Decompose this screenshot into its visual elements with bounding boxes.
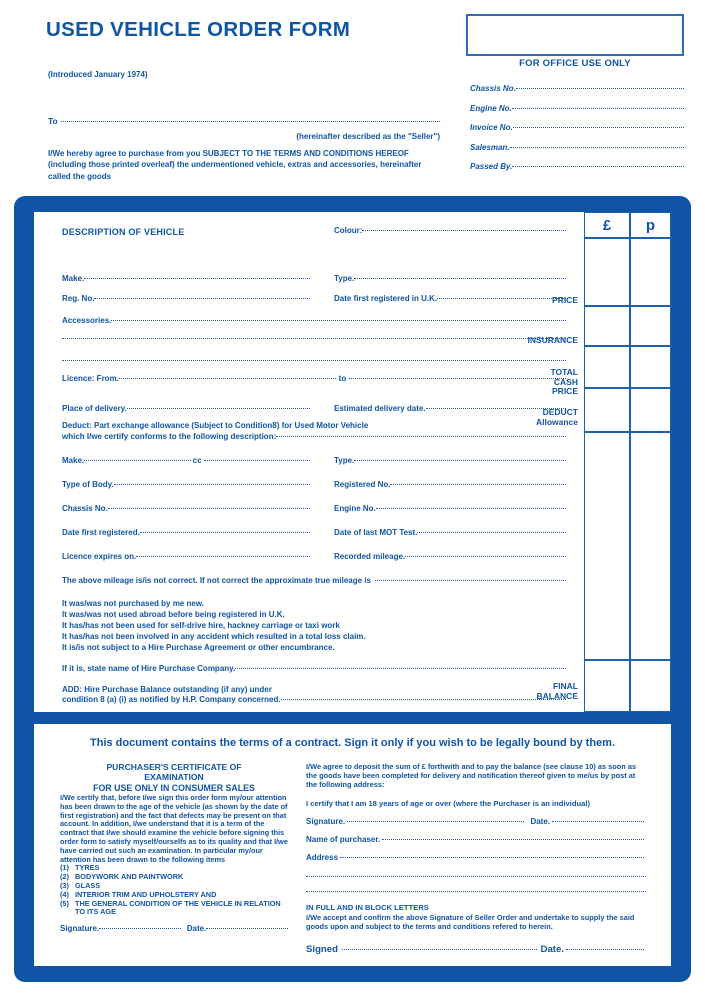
- certificate-item: [60, 900, 288, 918]
- price-column-header-pence: p: [630, 212, 671, 238]
- price-label-final-balance: [464, 682, 578, 701]
- price-label-price: PRICE: [552, 295, 578, 305]
- field-type[interactable]: [334, 274, 566, 283]
- price-cell-total-cash-pence[interactable]: [630, 346, 671, 388]
- item-number: (2): [60, 872, 69, 882]
- office-field-invoice[interactable]: [470, 123, 684, 132]
- field-line[interactable]: [94, 298, 310, 299]
- field-line[interactable]: [114, 484, 310, 485]
- date-line[interactable]: [206, 928, 288, 929]
- office-fields: [470, 84, 684, 182]
- date-line[interactable]: [552, 821, 644, 822]
- field-label: Date first registered.: [62, 528, 140, 537]
- price-grid: [584, 212, 671, 712]
- field-label: Make.: [62, 274, 85, 283]
- licence-to-label: to: [338, 374, 347, 383]
- field-place-of-delivery[interactable]: [62, 404, 310, 413]
- seller-acceptance-text: I/We accept and confirm the above Signature of Seller Order and undertake to supply the said goods upon and subject to the terms and conditions refered to herein.: [306, 912, 635, 931]
- final-balance-line2: BALANCE: [536, 690, 578, 701]
- office-field-salesman[interactable]: [470, 143, 684, 152]
- field-line[interactable]: [140, 532, 310, 533]
- declaration-1: It was/was not purchased by me new.: [62, 599, 204, 608]
- seller-signed-row[interactable]: [306, 944, 646, 955]
- field-line[interactable]: [417, 532, 566, 533]
- date-label: Date.: [530, 816, 550, 826]
- field-label: Type of Body.: [62, 480, 114, 489]
- office-field-line[interactable]: [513, 127, 684, 128]
- field-line[interactable]: [204, 460, 310, 461]
- office-field-label: Chassis No.: [470, 84, 516, 93]
- date-label: Date.: [540, 944, 564, 956]
- field-px-engine-no[interactable]: [334, 504, 566, 513]
- px-cc-label: cc: [192, 456, 202, 465]
- final-balance-note: NOTE: This final balance should be completed only when settlement figure, if any is known.: [62, 712, 411, 721]
- price-cell-blank-pence[interactable]: [630, 432, 671, 660]
- certificate-title-line1: PURCHASER'S CERTIFICATE OF: [106, 762, 242, 772]
- field-line[interactable]: [111, 320, 566, 321]
- purchaser-signature-row[interactable]: [306, 817, 646, 826]
- hereinafter-seller-note: (hereinafter described as the "Seller"): [296, 132, 440, 141]
- mileage-statement-row[interactable]: [62, 576, 566, 585]
- office-field-line[interactable]: [510, 147, 684, 148]
- vehicle-description-panel: [34, 212, 671, 721]
- office-field-label: Invoice No.: [470, 123, 513, 132]
- field-px-licence-expires[interactable]: [62, 552, 310, 561]
- field-label: Name of purchaser.: [306, 834, 381, 844]
- field-label: Type.: [334, 274, 355, 283]
- certificate-body-text: I/We certify that, before I/we sign this order form my/our attention has been drawn to the age of the vehicle (as shown by the date of first registration) and the fact that defects may be present on that account. In addition, I/we understand that it is a term of the contract that I/we should examine the vehicle before signing this order form to satisfy myself/ourselfs as to its quality and that I/we have carried out such an examination. In particular my/our attention has been drawn to the following items: [60, 793, 288, 864]
- field-px-registered-no[interactable]: [334, 480, 566, 489]
- age-certification-text: I certify that I am 18 years of age or over (where the Purchaser is an individual): [306, 798, 591, 808]
- office-field-label: Salesman.: [470, 142, 510, 152]
- field-label: Place of delivery.: [62, 404, 127, 413]
- item-number: (1): [60, 863, 69, 873]
- field-label: Date first registered in U.K.: [334, 294, 438, 303]
- to-label: To: [48, 116, 58, 126]
- item-number: (5): [60, 898, 69, 908]
- deduct-line1: DEDUCT: [542, 407, 578, 417]
- item-text: BODYWORK AND PAINTWORK: [75, 872, 184, 882]
- page-title: USED VEHICLE ORDER FORM: [46, 18, 351, 41]
- field-label: Type.: [334, 456, 355, 465]
- add-hp-balance-line1: ADD: Hire Purchase Balance outstanding (if any) under: [62, 685, 272, 694]
- price-cell-blank-pounds[interactable]: [584, 432, 630, 660]
- office-field-chassis[interactable]: [470, 84, 684, 93]
- declaration-3: It has/has not been used for self-drive hire, hackney carriage or taxi work: [62, 621, 340, 630]
- total-cash-line1: TOTAL: [550, 367, 578, 377]
- price-cell-insurance-pounds[interactable]: [584, 306, 630, 346]
- signature-line[interactable]: [99, 928, 181, 929]
- field-line[interactable]: [136, 556, 310, 557]
- accessories-blank-line-2[interactable]: [62, 360, 566, 361]
- declaration-5: It is/is not subject to a Hire Purchase Agreement or other encumbrance.: [62, 643, 335, 652]
- item-text: INTERIOR TRIM AND UPHOLSTERY AND: [75, 889, 217, 899]
- field-colour[interactable]: [334, 226, 566, 235]
- price-cell-price-pounds[interactable]: [584, 238, 630, 306]
- field-type-of-body[interactable]: [62, 480, 310, 489]
- deduct-line2: Allowance: [535, 416, 578, 427]
- agreement-paragraph: I/We hereby agree to purchase from you SUBJECT TO THE TERMS AND CONDITIONS HEREOF (including those printed overleaf) the undermentioned vehicle, extras and accessories, hereinafter called the goods: [48, 149, 422, 181]
- office-field-label: Engine No.: [470, 103, 512, 113]
- address-line-2[interactable]: [306, 876, 646, 877]
- office-use-box[interactable]: [466, 14, 684, 56]
- mileage-statement-label: The above mileage is/is not correct. If not correct the approximate true mileage is: [62, 576, 371, 585]
- purchaser-certificate-signature-row[interactable]: [60, 924, 288, 933]
- certificate-title-line3: FOR USE ONLY IN CONSUMER SALES: [93, 783, 255, 793]
- field-reg-no[interactable]: [62, 294, 310, 303]
- field-line[interactable]: [362, 230, 566, 231]
- item-text: THE GENERAL CONDITION OF THE VEHICLE IN RELATION TO ITS AGE: [75, 898, 281, 917]
- field-label: Estimated delivery date.: [334, 404, 426, 413]
- field-line[interactable]: [127, 408, 310, 409]
- introduced-date: (Introduced January 1974): [48, 70, 148, 79]
- purchaser-agreement-column: [306, 762, 646, 955]
- item-number: (4): [60, 889, 69, 899]
- declaration-2: It was/was not used abroad before being registered in U.K.: [62, 610, 285, 619]
- field-px-make[interactable]: [62, 456, 310, 465]
- field-line[interactable]: [84, 278, 310, 279]
- office-field-engine[interactable]: [470, 104, 684, 113]
- office-field-line[interactable]: [512, 166, 684, 167]
- date-label: Date.: [186, 924, 207, 933]
- field-label: condition 8 (a) (i) as notified by H.P. Company concerned.: [62, 695, 281, 704]
- signed-label: Signed: [306, 944, 338, 956]
- signed-line[interactable]: [342, 949, 537, 950]
- office-field-label: Passed By.: [470, 162, 513, 171]
- item-number: (3): [60, 880, 69, 890]
- office-field-passed-by[interactable]: [470, 162, 684, 171]
- price-cell-total-cash-pounds[interactable]: [584, 346, 630, 388]
- field-label: Licence: From.: [62, 374, 119, 383]
- field-label: Recorded mileage.: [334, 552, 406, 561]
- price-cell-deduct-pence[interactable]: [630, 388, 671, 432]
- field-line[interactable]: [108, 508, 310, 509]
- field-line[interactable]: [354, 460, 566, 461]
- to-dotted-line[interactable]: [61, 121, 440, 122]
- deduct-px-line2[interactable]: [62, 432, 566, 441]
- field-line[interactable]: [376, 508, 566, 509]
- field-label: If it is, state name of Hire Purchase Company.: [62, 664, 236, 673]
- item-text: TYRES: [75, 863, 100, 873]
- field-line[interactable]: [390, 484, 566, 485]
- purchaser-certificate-column: [60, 762, 288, 917]
- seller-to-field[interactable]: [48, 116, 440, 126]
- field-label: Date of last MOT Test.: [334, 528, 418, 537]
- office-field-line[interactable]: [512, 108, 684, 109]
- price-cell-price-pence[interactable]: [630, 238, 671, 306]
- field-label: Engine No.: [334, 504, 376, 513]
- field-line[interactable]: [382, 839, 644, 840]
- field-line[interactable]: [375, 580, 566, 581]
- field-label: Make.: [62, 456, 85, 465]
- price-cell-insurance-pence[interactable]: [630, 306, 671, 346]
- field-label: Reg. No.: [62, 294, 95, 303]
- price-cell-final-balance-pence[interactable]: [630, 660, 671, 712]
- field-line[interactable]: [340, 857, 644, 858]
- total-cash-line2: CASH: [553, 376, 578, 387]
- deduct-px-line1: Deduct: Part exchange allowance (Subject to Condition8) for Used Motor Vehicle: [62, 421, 369, 430]
- certificate-item-list: [60, 864, 288, 917]
- price-label-deduct: [464, 408, 578, 427]
- name-of-purchaser-row[interactable]: [306, 835, 646, 844]
- field-label: Chassis No.: [62, 504, 108, 513]
- final-balance-line1: FINAL: [552, 681, 578, 691]
- signed-date-line[interactable]: [566, 949, 644, 950]
- field-line[interactable]: [84, 460, 190, 461]
- field-px-date-first-registered[interactable]: [62, 528, 310, 537]
- price-column-header-pounds: £: [584, 212, 630, 238]
- item-text: GLASS: [75, 880, 101, 890]
- address-line-3[interactable]: [306, 891, 646, 892]
- price-cell-deduct-pounds[interactable]: [584, 388, 630, 432]
- description-fields-area: [34, 212, 584, 721]
- declaration-4: It has/has not been involved in any accident which resulted in a total loss claim.: [62, 632, 366, 641]
- field-label: which I/we certify conforms to the following description:: [62, 432, 277, 441]
- field-hp-company[interactable]: [62, 664, 566, 673]
- field-px-date-last-mot[interactable]: [334, 528, 566, 537]
- deposit-paragraph: I/We agree to deposit the sum of £ forthwith and to pay the balance (see clause 10) as soon as the goods have been completed for delivery and notification thereof given to me/us by post at the following address:: [306, 762, 637, 790]
- field-line[interactable]: [276, 436, 566, 437]
- total-cash-line3: PRICE: [552, 386, 578, 397]
- signature-label: Signature.: [60, 924, 100, 933]
- field-label: Accessories.: [62, 316, 112, 325]
- contract-panel: [34, 724, 671, 966]
- field-label: Colour:: [334, 226, 363, 235]
- field-label: Licence expires on.: [62, 552, 137, 561]
- price-label-total-cash-price: [464, 368, 578, 397]
- field-line[interactable]: [119, 378, 336, 379]
- field-label: Registered No.: [334, 480, 391, 489]
- section-title-description: DESCRIPTION OF VEHICLE: [62, 227, 185, 237]
- field-accessories[interactable]: [62, 316, 566, 325]
- main-blue-frame: [14, 196, 691, 982]
- field-px-type[interactable]: [334, 456, 566, 465]
- block-letters-note: IN FULL AND IN BLOCK LETTERS: [306, 902, 429, 912]
- field-line[interactable]: [235, 668, 566, 669]
- field-label: Address: [306, 852, 339, 862]
- field-make[interactable]: [62, 274, 310, 283]
- signature-label: Signature.: [306, 816, 346, 826]
- form-header: [0, 0, 705, 196]
- address-row[interactable]: [306, 853, 646, 862]
- office-field-line[interactable]: [516, 88, 684, 89]
- price-cell-final-balance-pounds[interactable]: [584, 660, 630, 712]
- price-label-insurance: INSURANCE: [527, 335, 578, 345]
- field-line[interactable]: [405, 556, 566, 557]
- signature-line[interactable]: [347, 821, 524, 822]
- contract-heading: This document contains the terms of a contract. Sign it only if you wish to be legally bound by them.: [90, 737, 615, 749]
- field-line[interactable]: [354, 278, 566, 279]
- certificate-title-line2: EXAMINATION: [144, 772, 204, 782]
- field-px-chassis-no[interactable]: [62, 504, 310, 513]
- field-px-recorded-mileage[interactable]: [334, 552, 566, 561]
- office-use-title: FOR OFFICE USE ONLY: [519, 58, 631, 69]
